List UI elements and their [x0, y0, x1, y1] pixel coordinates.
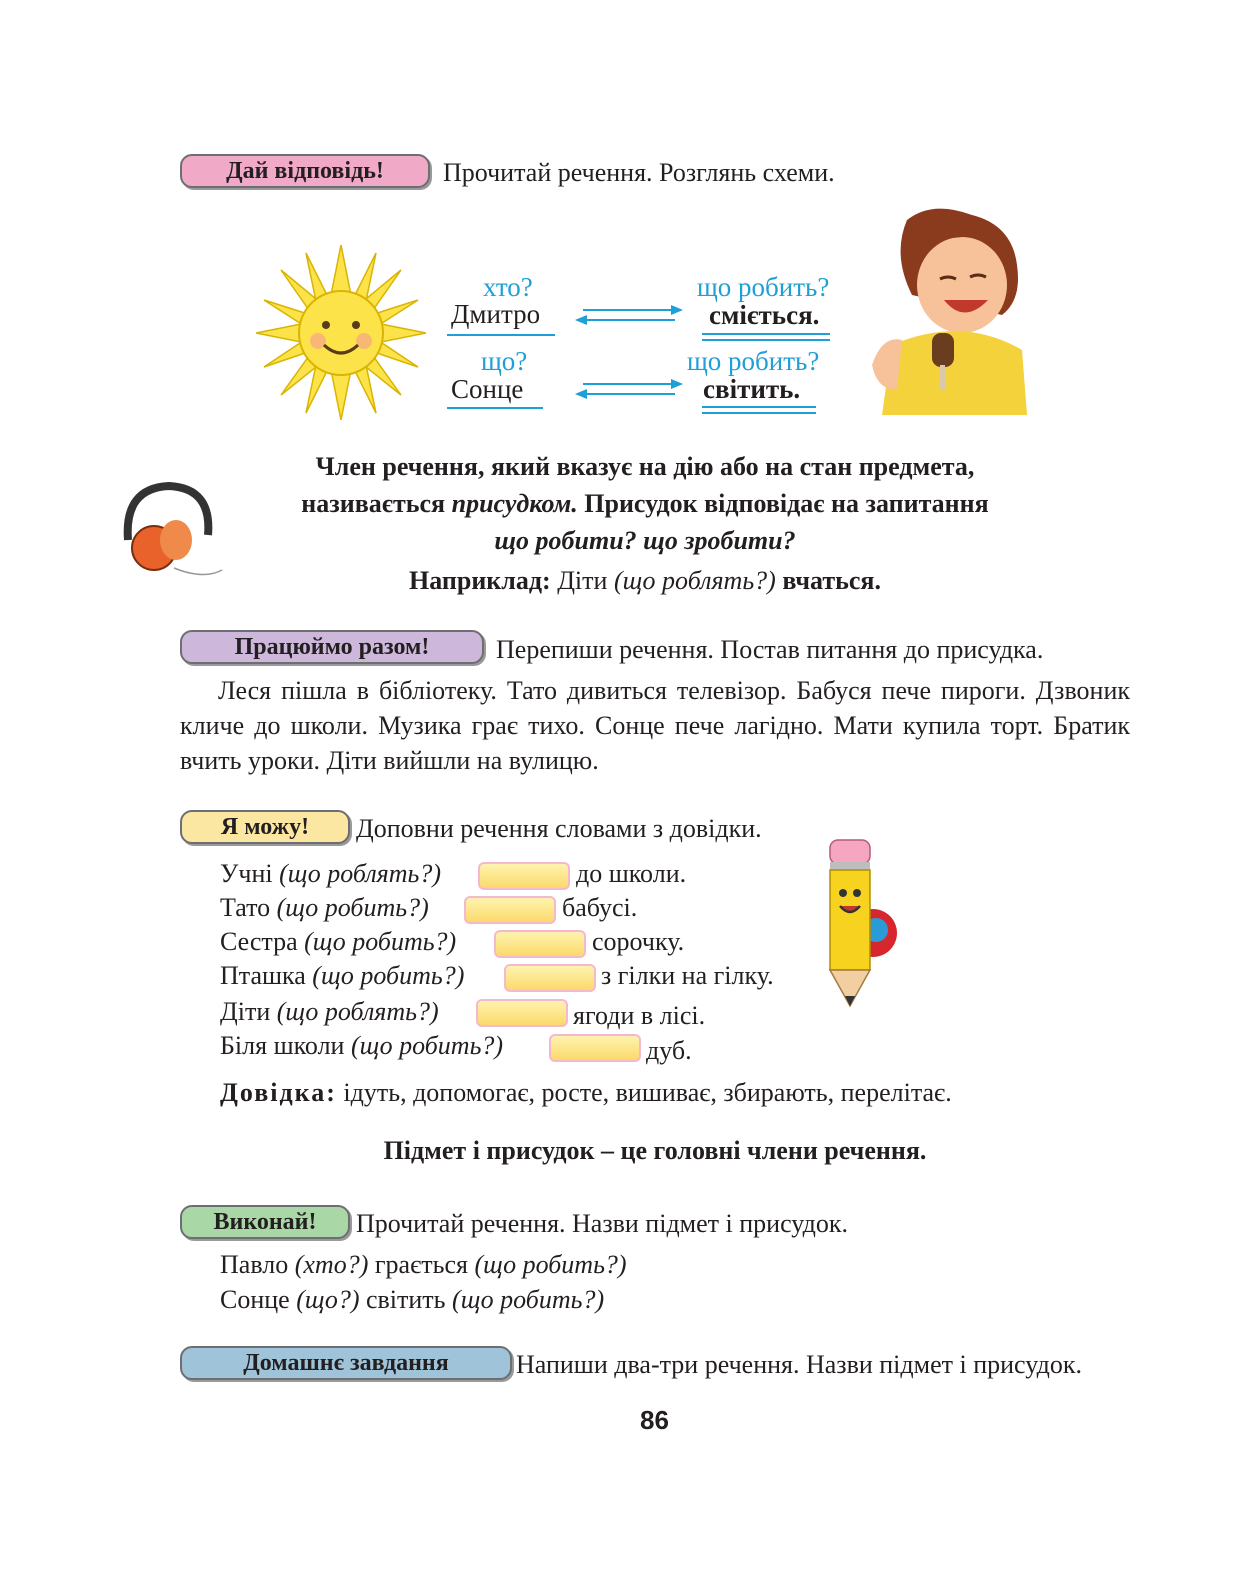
rule-line-3 — [230, 526, 1060, 556]
example-label: Наприклад: — [409, 566, 551, 595]
scheme-predicate-shines: світить. — [703, 374, 801, 404]
fill-line-2 — [220, 893, 429, 923]
line-text: Сонце — [220, 1285, 297, 1314]
scheme-question-what-does: що робить? — [697, 272, 830, 302]
task-fill-sentences: Доповни речення словами з довідки. — [356, 814, 762, 843]
line-start: Діти — [220, 997, 277, 1026]
exercise-text: Леся пішла в бібліотеку. Тато дивиться телевізор. Бабуся пече пироги. Дзвоник кличе до школи. Музика грає тихо. Сонце пече лагідно. Мати купила торт. Братик вчить уроки. Діти вийшли на вулицю. — [180, 676, 1130, 775]
line-start: Учні — [220, 859, 280, 888]
task-rewrite-sentences: Перепиши речення. Постав питання до присудка. — [496, 635, 1044, 664]
double-arrow-icon — [573, 378, 685, 400]
example-predicate: вчаться. — [775, 566, 881, 595]
task-homework: Напиши два-три речення. Назви підмет і присудок. — [516, 1350, 1082, 1379]
line-text: світить — [359, 1285, 453, 1314]
rule-text: називається — [301, 489, 452, 518]
line-question: (що роблять?) — [276, 997, 439, 1026]
task-name-subject-predicate: Прочитай речення. Назви підмет і присудок. — [356, 1209, 848, 1238]
pencil-mascot-illustration — [818, 838, 898, 1010]
fill-line-4 — [220, 961, 464, 991]
line-end: ягоди в лісі. — [573, 1001, 706, 1030]
answer-blank[interactable] — [549, 1034, 641, 1062]
fill-line-3 — [220, 927, 456, 957]
line-start: Сестра — [220, 927, 305, 956]
answer-blank[interactable] — [476, 999, 568, 1027]
line-question: (що робить?) — [312, 961, 465, 990]
predicate-underline-1 — [702, 406, 816, 408]
rule-line-2 — [230, 489, 1060, 519]
line-question: (що робить?) — [474, 1250, 627, 1279]
answer-blank[interactable] — [478, 862, 570, 890]
scheme-question-what: що? — [481, 346, 528, 376]
line-question: (що робить?) — [350, 1031, 504, 1060]
rule-term: присудком. — [451, 489, 578, 518]
hint-label: Довідка: — [220, 1078, 337, 1107]
line-text: грається — [368, 1250, 475, 1279]
line-question: (що роблять?) — [279, 859, 442, 888]
rule-example — [230, 566, 1060, 596]
line-end: сорочку. — [592, 927, 685, 956]
line-question: (що робить?) — [276, 893, 429, 922]
answer-blank[interactable] — [504, 964, 596, 992]
line-end: дуб. — [646, 1036, 692, 1065]
badge-homework: Домашнє завдання — [180, 1346, 512, 1380]
line-end: з гілки на гілку. — [601, 961, 774, 990]
double-arrow-icon — [573, 304, 685, 326]
line-question: (що робить?) — [452, 1285, 605, 1314]
scheme-predicate-laughs: сміється. — [709, 300, 820, 330]
badge-answer: Дай відповідь! — [180, 154, 430, 188]
subject-underline — [447, 334, 555, 336]
example-question: (що роблять?) — [613, 566, 776, 595]
fill-line-5 — [220, 997, 439, 1027]
scheme-question-what-does: що робить? — [687, 346, 820, 376]
rule-line-1: Член речення, який вказує на дію або на стан предмета, — [315, 452, 975, 481]
fill-line-1 — [220, 859, 441, 889]
page-number: 86 — [640, 1405, 669, 1435]
boy-illustration — [852, 205, 1032, 415]
example-line-2 — [220, 1285, 604, 1315]
answer-blank[interactable] — [464, 896, 556, 924]
main-rule: Підмет і присудок – це головні члени речення. — [383, 1136, 927, 1165]
example-text: Діти — [550, 566, 614, 595]
example-line-1 — [220, 1250, 627, 1280]
line-end: до школи. — [576, 859, 687, 888]
predicate-underline-2 — [702, 339, 830, 341]
subject-underline — [447, 407, 543, 409]
line-start: Пташка — [220, 961, 313, 990]
line-question: (що робить?) — [304, 927, 457, 956]
scheme-subject-dmytro: Дмитро — [451, 299, 541, 329]
badge-i-can: Я можу! — [180, 810, 350, 844]
scheme-subject-sun: Сонце — [451, 374, 524, 404]
line-question: (що?) — [296, 1285, 360, 1314]
line-text: Павло — [220, 1250, 295, 1279]
badge-work-together: Працюймо разом! — [180, 630, 484, 664]
line-start: Біля школи — [220, 1031, 351, 1060]
headphones-icon — [114, 480, 226, 580]
line-end: бабусі. — [562, 893, 638, 922]
hint-words: ідуть, допомогає, росте, вишиває, збирають, перелітає. — [343, 1078, 952, 1107]
line-start: Тато — [220, 893, 277, 922]
line-question: (хто?) — [294, 1250, 369, 1279]
sun-illustration — [256, 245, 426, 420]
predicate-underline-2 — [702, 412, 816, 414]
task-read-sentences: Прочитай речення. Розглянь схеми. — [443, 158, 835, 187]
fill-line-6 — [220, 1031, 503, 1061]
predicate-underline-1 — [702, 333, 830, 335]
rule-questions: що робити? що зробити? — [494, 526, 796, 555]
hint-line — [220, 1078, 952, 1108]
rule-text: Присудок відповідає на запитання — [577, 489, 989, 518]
badge-do-it: Виконай! — [180, 1205, 350, 1239]
answer-blank[interactable] — [494, 930, 586, 958]
scheme-question-who: хто? — [483, 272, 533, 302]
